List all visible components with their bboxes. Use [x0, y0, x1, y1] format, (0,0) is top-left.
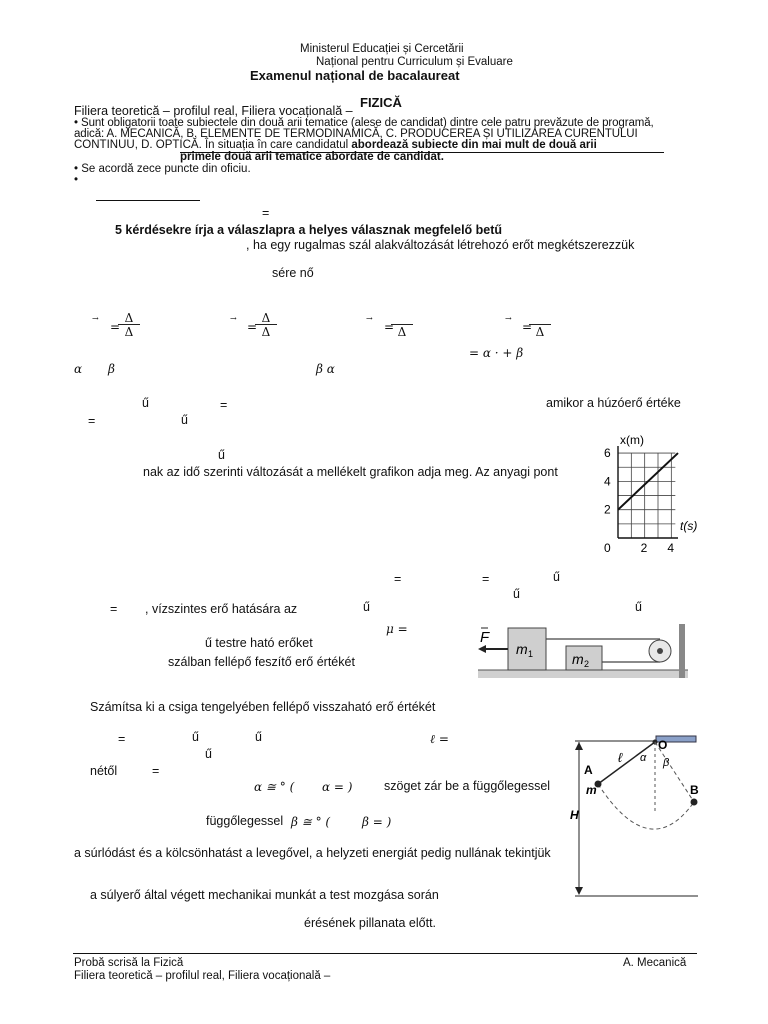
points-equals: = [262, 206, 270, 220]
beta-alpha-label: β α [316, 362, 335, 376]
section-rule [96, 200, 200, 201]
alpha-label: α [74, 362, 83, 376]
label-m: m [586, 783, 597, 797]
tension-text: szálban fellépő feszítő erő értékét [168, 655, 355, 669]
question-4-text: nak az idő szerinti változását a mellékelt grafikon adja meg. Az anyagi pont [143, 465, 558, 479]
label-m2: m [572, 651, 584, 667]
option-d-fraction: Δ [529, 311, 551, 338]
glyph-u-4: ű [553, 570, 560, 584]
x-tick-label: 4 [667, 541, 675, 555]
instructions-bullet-2: • Se acordă zece puncte din oficiu. [74, 163, 251, 175]
beta-approx: β ≅ ° ( [291, 815, 331, 829]
position-time-graph [592, 434, 702, 554]
option-a-fraction: $\frac{\Delta}{\Delta}$ [118, 311, 140, 338]
string-A [598, 742, 655, 784]
equals-7: = [118, 732, 126, 746]
center-name: Național pentru Curriculum și Evaluare [316, 56, 513, 68]
label-m1-sub: 1 [528, 649, 534, 659]
exam-title: Examenul național de bacalaureat [250, 68, 460, 83]
subject-title: FIZICĂ [360, 95, 402, 110]
footer-right-1: A. Mecanică [623, 957, 687, 969]
equals-5: = [482, 572, 490, 586]
option-c-arrow: → [366, 314, 373, 323]
trajectory [598, 784, 694, 829]
glyph-u-9: ű [255, 730, 262, 744]
footer-rule [73, 953, 697, 954]
footer-left-2: Filiera teoretică – profilul real, Filiera vocațională – [74, 970, 331, 982]
equals-6: = [110, 602, 118, 616]
label-alpha: α [640, 752, 647, 764]
instructions-line-2: adică: A. MECANICĂ, B. ELEMENTE DE TERMODINAMICĂ, C. PRODUCEREA ȘI UTILIZAREA CURENTULUI [74, 128, 638, 140]
option-b-equals: = [247, 320, 258, 334]
from-text: nétől [90, 764, 118, 778]
friction-text: a súrlódást és a kölcsönhatást a levegővel, a helyzeti energiát pedig nullának tekintjük [74, 846, 551, 860]
footer-left-1: Probă scrisă la Fizică [74, 957, 184, 969]
option-b-arrow: → [230, 314, 237, 323]
equals-2: = [220, 398, 228, 412]
alpha-approx: α ≅ ° ( [254, 780, 295, 794]
glyph-u-7: ű [635, 600, 642, 614]
instructions-bold: abordează subiecte din mai mult de două arii [351, 139, 597, 151]
option-b-fraction: $\frac{\Delta}{\Delta}$ [255, 311, 277, 338]
track-line: Filiera teoretică – profilul real, Filiera vocațională – [74, 104, 353, 118]
table-surface [478, 670, 688, 678]
work-text: a súlyerő által végett mechanikai munkát a test mozgása során [90, 888, 439, 902]
angle-text: szöget zár be a függőlegessel [384, 779, 551, 793]
pulley-figure [478, 624, 698, 684]
glyph-u-5: ű [513, 587, 520, 601]
instructions-line-3: CONTINUU, D. OPTICĂ. În situația în care candidatul abordează subiecte din mai mult de două arii [74, 139, 597, 151]
alpha-equals: α = ) [322, 780, 353, 794]
label-beta: β [663, 757, 670, 769]
y-tick-label: 6 [604, 446, 611, 461]
glyph-u-8: ű [192, 730, 199, 744]
glyph-u-10: ű [205, 747, 212, 761]
option-a-equals: = [110, 320, 121, 334]
beta-equals: β = ) [362, 815, 392, 829]
instructions-bullet-3: • [74, 174, 79, 186]
mass-B [691, 799, 698, 806]
instructions-line-1: • Sunt obligatorii toate subiectele din două arii tematice (alese de candidat) dintre cele patru prevăzute de programă, [74, 117, 654, 129]
task-header: 5 kérdésekre írja a válaszlapra a helyes válasznak megfelelő betű [115, 223, 503, 237]
force-text: ű testre ható erőket [205, 636, 313, 650]
pulley-question: Számítsa ki a csiga tengelyében fellépő visszaható erő értékét [90, 700, 436, 714]
label-m2-sub: 2 [584, 659, 590, 669]
label-l: ℓ [618, 750, 623, 765]
x-tick-label: 0 [604, 541, 611, 555]
question-1-text: , ha egy rugalmas szál alakváltozását létrehozó erőt megkétszerezzük [246, 238, 635, 252]
equals-8: = [152, 764, 160, 778]
equals-4: = [394, 572, 402, 586]
ministry-name: Ministerul Educației și Cercetării [300, 43, 464, 55]
label-H: H [570, 808, 579, 822]
y-tick-label: 4 [604, 474, 611, 489]
pulley-axle [657, 648, 663, 654]
x-tick-label: 2 [640, 541, 648, 555]
option-d-expression: = α · + β [469, 346, 524, 360]
label-A: A [584, 763, 593, 777]
label-B: B [690, 783, 699, 797]
graph-grid [618, 453, 675, 538]
label-O: O [658, 738, 668, 752]
glyph-u-2: ű [181, 413, 188, 427]
question-3-right: amikor a húzóerő értéke [546, 396, 681, 410]
glyph-u-1: ű [142, 396, 149, 410]
question-2-text: sére nő [272, 266, 314, 280]
label-m1: m [516, 641, 528, 657]
instructions-line-4: primele două arii tematice abordate de candidat. [180, 151, 444, 163]
beta-label: β [108, 362, 115, 376]
moment-text: érésének pillanata előtt. [304, 916, 437, 930]
question-5-text: , vízszintes erő hatására az [145, 602, 298, 616]
y-tick-label: 2 [604, 502, 611, 517]
pendulum-figure [570, 734, 700, 899]
glyph-u-6: ű [363, 600, 370, 614]
option-a-arrow: → [92, 314, 99, 323]
graph-x-label: t(s) [680, 519, 698, 533]
option-c-equals: = [384, 320, 395, 334]
vertical-text: függőlegessel [206, 814, 284, 828]
equals-3: = [88, 414, 96, 428]
force-label: F [480, 629, 490, 646]
glyph-u-3: ű [218, 448, 225, 462]
option-c-fraction: Δ [391, 311, 413, 338]
option-d-arrow: → [505, 314, 512, 323]
length-equation: ℓ = [430, 732, 449, 746]
string-B [655, 742, 694, 802]
mu-equation: μ = [386, 622, 408, 636]
graph-y-label: x(m) [620, 433, 644, 447]
option-d-equals: = [522, 320, 533, 334]
